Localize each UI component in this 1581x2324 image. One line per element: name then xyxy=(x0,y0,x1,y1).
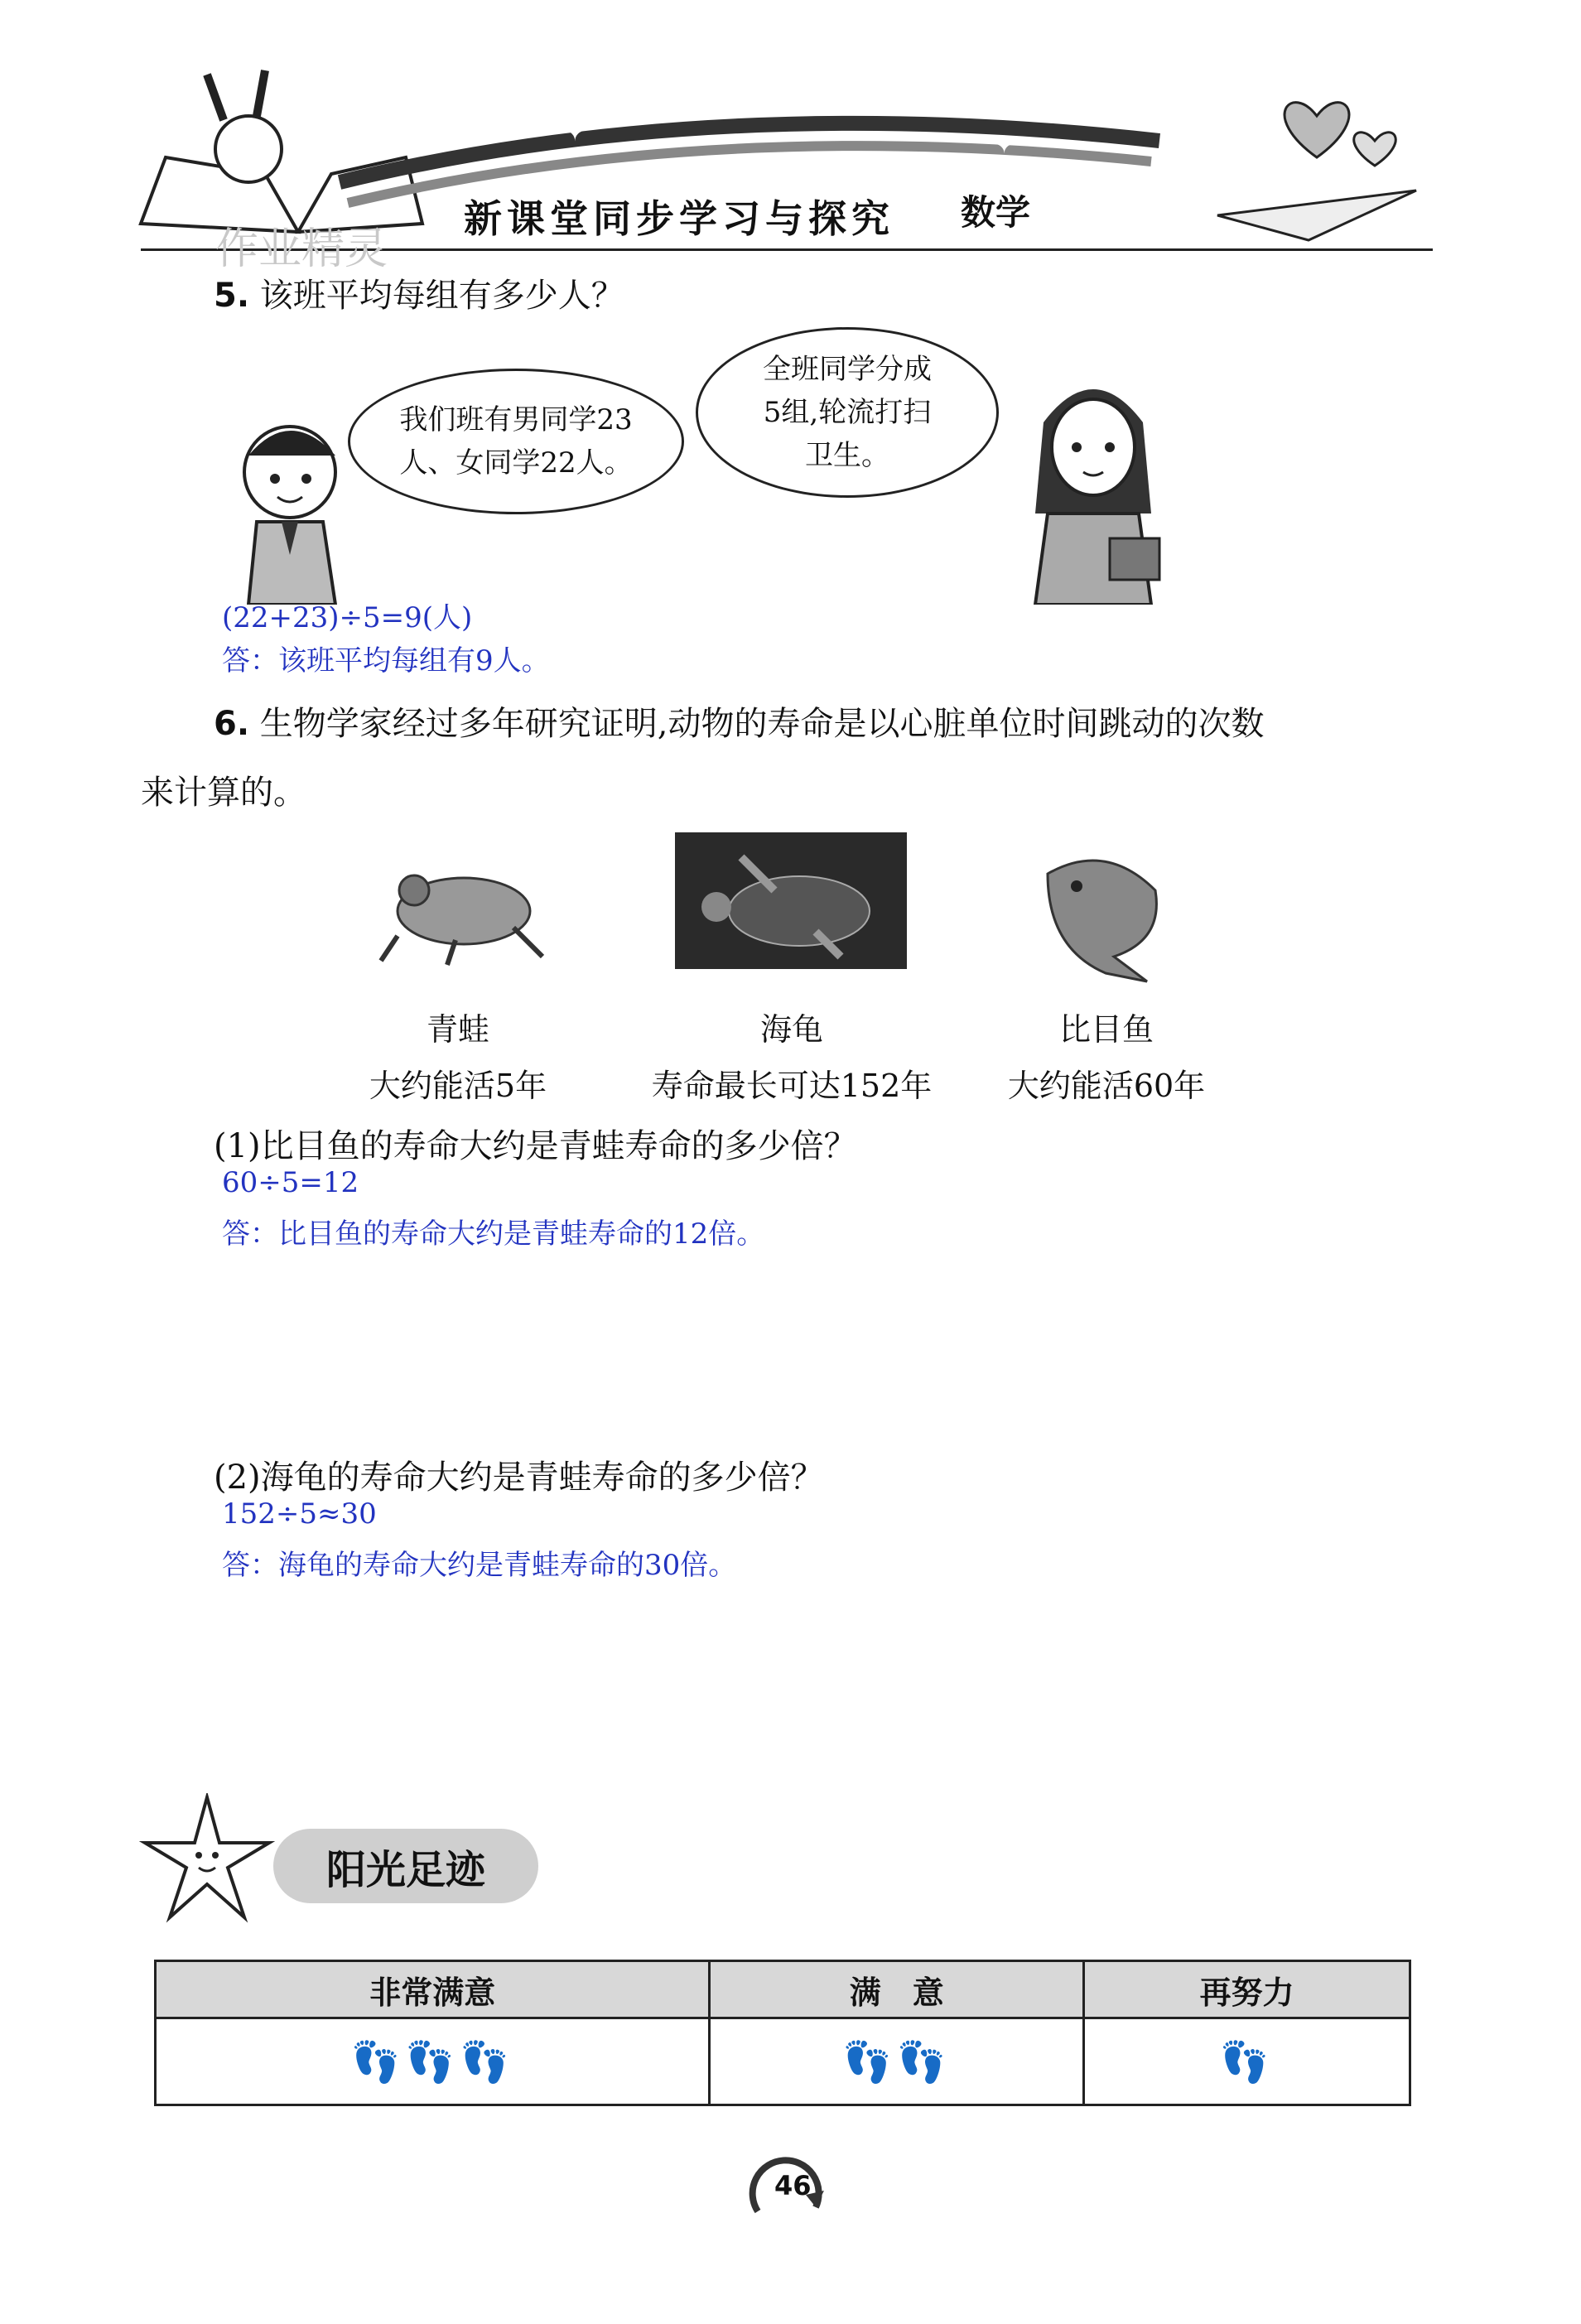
question-text: 生物学家经过多年研究证明,动物的寿命是以心脏单位时间跳动的次数 xyxy=(259,705,1265,743)
sub2-calc: 152÷5≈30 xyxy=(222,1497,377,1531)
footprints-icon: 👣👣👣 xyxy=(350,2038,514,2085)
footprints-cell[interactable] xyxy=(156,2018,710,2105)
animal-desc: 寿命最长可达152年 xyxy=(651,1068,933,1104)
speech-bubble-boy xyxy=(348,369,684,514)
animal-desc: 大约能活5年 xyxy=(369,1068,547,1104)
flounder-image xyxy=(1031,841,1172,986)
svg-text:✦: ✦ xyxy=(994,131,1015,160)
page-number: 46 xyxy=(774,2170,812,2201)
header-subject: 数学 xyxy=(961,192,1031,233)
question-number: 5. xyxy=(214,277,250,315)
star-mascot-icon xyxy=(137,1793,277,1926)
sub-question-2: (2)海龟的寿命大约是青蛙寿命的多少倍？ xyxy=(214,1459,824,1497)
question-5 xyxy=(214,269,624,316)
watermark: 作业精灵 xyxy=(215,224,388,274)
rating-header-very-satisfied: 非常满意 xyxy=(156,1961,710,2018)
sea-turtle-image xyxy=(675,832,907,969)
footprints-cell[interactable] xyxy=(710,2018,1084,2105)
sub1-calc: 60÷5=12 xyxy=(222,1166,359,1199)
svg-text:✦: ✦ xyxy=(563,115,587,148)
sub2-answer: 答：海龟的寿命大约是青蛙寿命的30倍。 xyxy=(222,1549,737,1582)
footprints-icon: 👣👣 xyxy=(842,2038,952,2085)
question-6-cont: 来计算的。 xyxy=(141,774,306,812)
boy-illustration xyxy=(232,414,364,605)
girl-illustration xyxy=(1010,364,1176,605)
bubble-line: 5组,轮流打扫 xyxy=(763,396,932,429)
footprints-icon: 👣 xyxy=(1219,2038,1275,2085)
bubble-line: 全班同学分成 xyxy=(763,353,932,386)
rating-header-try-harder: 再努力 xyxy=(1084,1961,1410,2018)
animal-name: 青蛙 xyxy=(426,1011,489,1048)
sub1-answer: 答：比目鱼的寿命大约是青蛙寿命的12倍。 xyxy=(222,1217,765,1251)
speech-bubble-girl xyxy=(696,327,999,498)
header-title: 新课堂同步学习与探究 xyxy=(464,196,894,241)
sub-question-1: (1)比目鱼的寿命大约是青蛙寿命的多少倍？ xyxy=(214,1127,857,1165)
bubble-line: 人、女同学22人。 xyxy=(399,446,633,480)
animal-desc: 大约能活60年 xyxy=(1007,1068,1206,1104)
rating-table xyxy=(154,1960,1411,2106)
sunshine-footprints-badge: 阳光足迹 xyxy=(273,1829,538,1903)
bubble-line: 卫生。 xyxy=(805,439,889,472)
question-6 xyxy=(214,697,1264,745)
rating-header-satisfied: 满 意 xyxy=(710,1961,1084,2018)
bubble-line: 我们班有男同学23 xyxy=(399,403,633,436)
question-text: 该班平均每组有多少人？ xyxy=(259,277,624,315)
question-number: 6. xyxy=(214,705,250,743)
animal-name: 海龟 xyxy=(759,1011,823,1048)
q5-answer-calc: (22+23)÷5=9(人) xyxy=(222,601,473,634)
q5-answer-text: 答：该班平均每组有9人。 xyxy=(222,644,550,677)
frog-image xyxy=(364,845,555,969)
animal-name: 比目鱼 xyxy=(1058,1011,1154,1048)
footprints-cell[interactable] xyxy=(1084,2018,1410,2105)
